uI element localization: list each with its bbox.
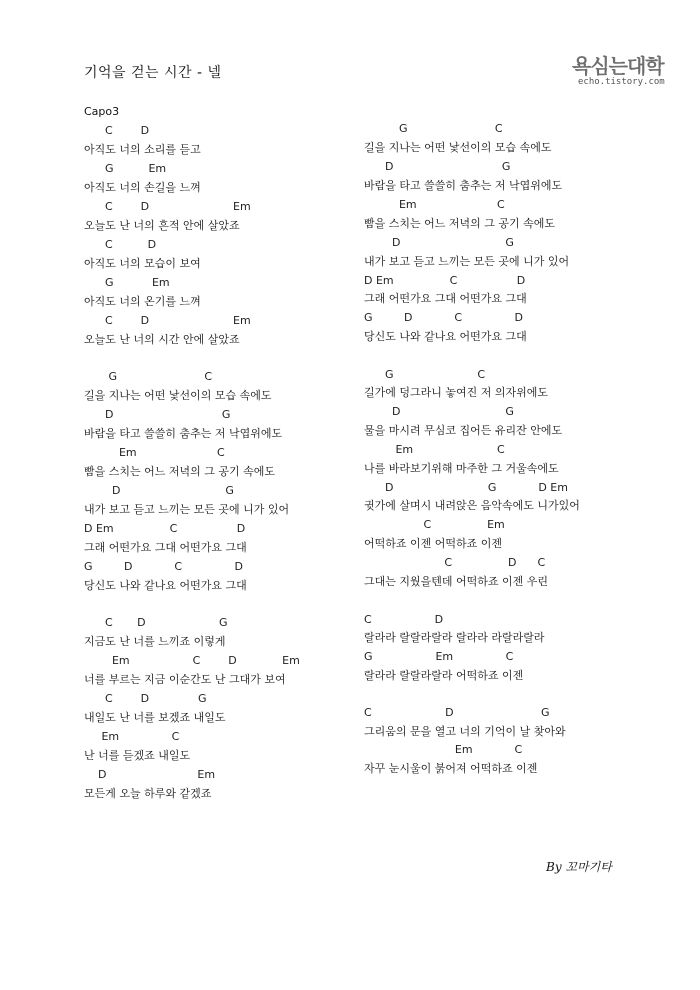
- chord-line: G Em C: [364, 650, 514, 663]
- lyric-line: 그래 어떤가요 그대 어떤가요 그대: [84, 541, 247, 554]
- lyric-line: 랄라라 랄랄라랄라 랄라라 라랄라랄라: [364, 631, 545, 644]
- lyric-line: 물을 마시려 무심코 집어든 유리잔 안에도: [364, 424, 563, 437]
- chord-line: C D G: [364, 706, 550, 719]
- chord-line: D G D Em: [364, 481, 568, 494]
- chord-line: G C: [364, 368, 486, 381]
- lyric-line: 지금도 난 너를 느끼죠 이렇게: [84, 635, 226, 648]
- chord-line: D G: [364, 160, 511, 173]
- lyric-line: 나를 바라보기위해 마주한 그 거울속에도: [364, 462, 559, 475]
- logo-url: echo.tistory.com: [578, 77, 665, 87]
- capo-label: Capo3: [84, 105, 120, 118]
- chord-line: G Em: [84, 162, 167, 175]
- lyric-line: 어떡하죠 이젠 어떡하죠 이젠: [364, 537, 503, 550]
- chord-line: G C: [84, 370, 213, 383]
- chord-line: Em C: [84, 730, 180, 743]
- logo-text: 욕심는대학: [572, 54, 664, 78]
- chord-line: D Em C D: [364, 274, 526, 287]
- chord-line: Em C: [364, 743, 523, 756]
- lyric-line: 길가에 덩그라니 놓여진 저 의자위에도: [364, 386, 549, 399]
- lyric-line: 당신도 나와 같나요 어떤가요 그대: [84, 579, 247, 592]
- song-title: 기억을 걷는 시간 - 넬: [84, 65, 222, 81]
- chord-line: Em C: [364, 198, 505, 211]
- lyric-line: 내가 보고 듣고 느끼는 모든 곳에 니가 있어: [84, 503, 290, 516]
- chord-line: D G: [364, 405, 514, 418]
- chord-line: Em C D Em: [84, 654, 300, 667]
- chord-line: Em C: [364, 443, 505, 456]
- lyric-line: 난 너를 듣겠죠 내일도: [84, 749, 191, 762]
- lyric-line: 자꾸 눈시울이 붉어져 어떡하죠 이젠: [364, 762, 538, 775]
- chord-line: C D: [84, 238, 157, 251]
- lyric-line: 아직도 너의 손길을 느껴: [84, 181, 201, 194]
- lyric-line: 바람을 타고 쓸쓸히 춤추는 저 낙엽위에도: [84, 427, 283, 440]
- lyric-line: 그대는 지웠을텐데 어떡하죠 이젠 우린: [364, 575, 549, 588]
- lyric-line: 아직도 너의 모습이 보여: [84, 257, 201, 270]
- lyric-line: 길을 지나는 어떤 낯선이의 모습 속에도: [84, 389, 272, 402]
- chord-line: C D: [84, 124, 150, 137]
- watermark-logo: [572, 50, 665, 96]
- author-signature: By 꼬마기타: [546, 860, 612, 874]
- lyric-line: 아직도 너의 소리를 듣고: [84, 143, 201, 156]
- chord-line: D G: [84, 408, 231, 421]
- lyric-line: 내가 보고 듣고 느끼는 모든 곳에 니가 있어: [364, 255, 570, 268]
- chord-line: Em C: [84, 446, 225, 459]
- lyric-line: 그래 어떤가요 그대 어떤가요 그대: [364, 292, 527, 305]
- chord-line: D G: [364, 236, 514, 249]
- lyric-line: 랄라라 랄랄라랄라 어떡하죠 이젠: [364, 669, 524, 682]
- chord-line: G D C D: [84, 560, 244, 573]
- chord-line: C D: [364, 613, 444, 626]
- chord-line: C Em: [364, 518, 505, 531]
- lyric-line: 당신도 나와 같나요 어떤가요 그대: [364, 330, 527, 343]
- lyric-line: 모든게 오늘 하루와 같겠죠: [84, 787, 212, 800]
- lyric-line: 아직도 너의 온기를 느껴: [84, 295, 201, 308]
- lyric-line: 빰을 스치는 어느 저녁의 그 공기 속에도: [364, 217, 555, 230]
- chord-line: G Em: [84, 276, 170, 289]
- lyric-line: 오늘도 난 너의 흔적 안에 살았죠: [84, 219, 240, 232]
- chord-line: C D C: [364, 556, 546, 569]
- chord-line: C D Em: [84, 314, 251, 327]
- lyric-line: 내일도 난 너를 보겠죠 내일도: [84, 711, 226, 724]
- lyric-line: 귓가에 살며시 내려앉은 음악속에도 니가있어: [364, 499, 580, 512]
- lyric-line: 바람을 타고 쓸쓸히 춤추는 저 낙엽위에도: [364, 179, 563, 192]
- chord-line: C D G: [84, 616, 228, 629]
- lyric-line: 그리움의 문을 열고 너의 기억이 날 찾아와: [364, 725, 566, 738]
- chord-line: G D C D: [364, 311, 524, 324]
- lyric-line: 길을 지나는 어떤 낯선이의 모습 속에도: [364, 141, 552, 154]
- chord-line: D Em: [84, 768, 216, 781]
- chord-line: C D Em: [84, 200, 251, 213]
- lyric-line: 빰을 스치는 어느 저녁의 그 공기 속에도: [84, 465, 275, 478]
- lyric-line: 너를 부르는 지금 이순간도 난 그대가 보여: [84, 673, 286, 686]
- chord-line: D Em C D: [84, 522, 246, 535]
- chord-line: D G: [84, 484, 234, 497]
- chord-line: C D G: [84, 692, 207, 705]
- lyric-line: 오늘도 난 너의 시간 안에 살았죠: [84, 333, 240, 346]
- chord-line: G C: [364, 122, 503, 135]
